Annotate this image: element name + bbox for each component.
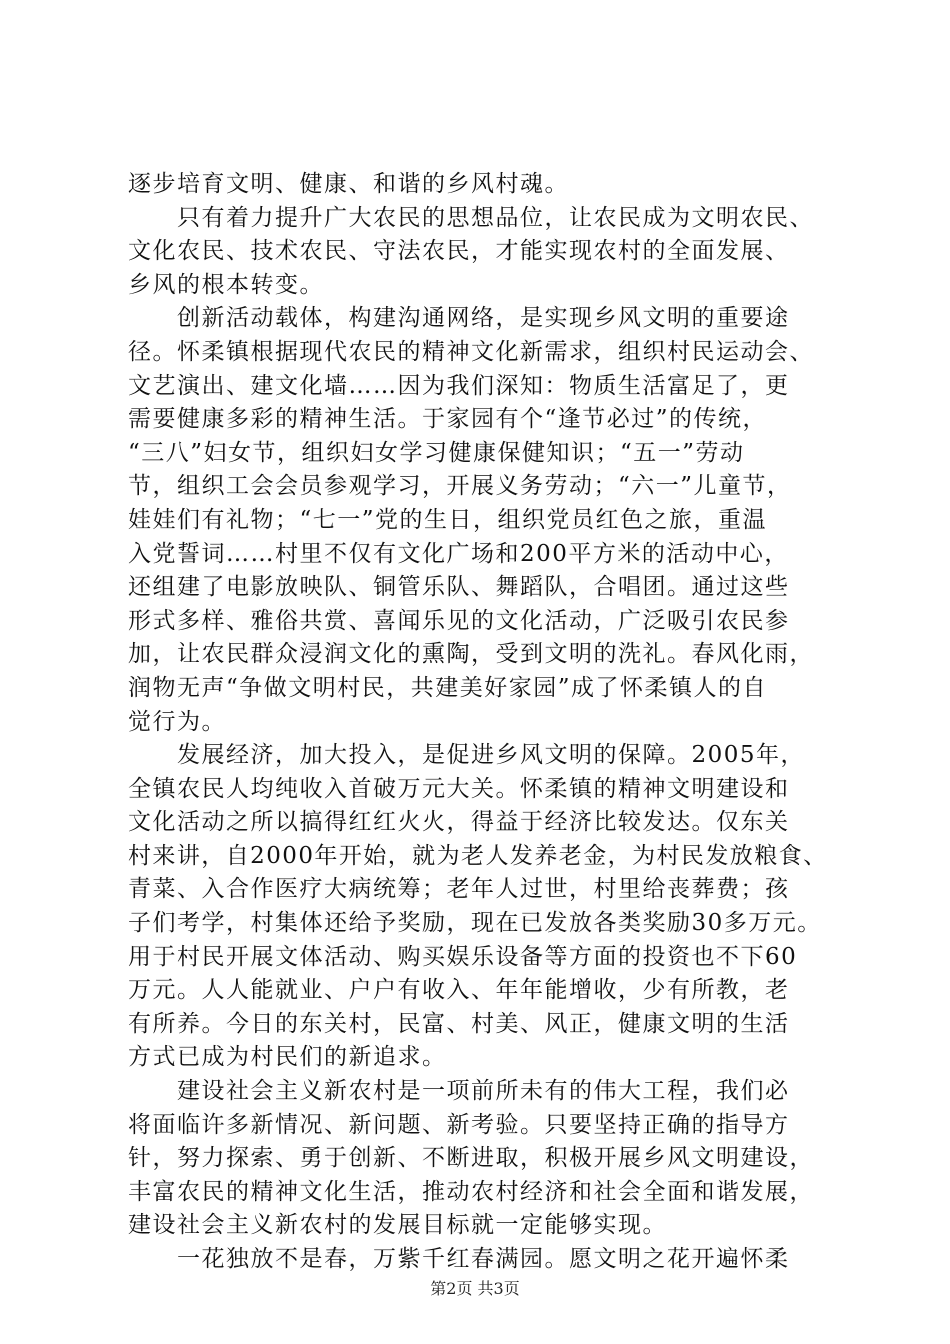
text-line: 一花独放不是春，万紫千红春满园。愿文明之花开遍怀柔 xyxy=(128,1246,790,1272)
text-line: 文化活动之所以搞得红红火火，得益于经济比较发达。仅东关 xyxy=(128,809,790,836)
body-text xyxy=(128,168,828,1277)
text-line: 建设社会主义新农村的发展目标就一定能够实现。 xyxy=(128,1212,667,1239)
text-line: 创新活动载体，构建沟通网络，是实现乡风文明的重要途 xyxy=(128,305,790,332)
text-line: 娃娃们有礼物；“七一”党的生日，组织党员红色之旅，重温 xyxy=(128,506,768,533)
text-line: 入党誓词……村里不仅有文化广场和200平方米的活动中心， xyxy=(128,540,789,567)
text-line: 针，努力探索、勇于创新、不断进取，积极开展乡风文明建设， xyxy=(128,1145,814,1172)
text-line: 觉行为。 xyxy=(128,708,226,735)
text-line: 丰富农民的精神文化生活，推动农村经济和社会全面和谐发展， xyxy=(128,1178,814,1205)
text-line: 全镇农民人均纯收入首破万元大关。怀柔镇的精神文明建设和 xyxy=(128,775,790,802)
text-line: 建设社会主义新农村是一项前所未有的伟大工程，我们必 xyxy=(128,1078,790,1105)
text-line: 方式已成为村民们的新追求。 xyxy=(128,1044,447,1071)
text-line: 用于村民开展文体活动、购买娱乐设备等方面的投资也不下60 xyxy=(128,943,798,970)
text-line: 子们考学，村集体还给予奖励，现在已发放各类奖励30多万元。 xyxy=(128,910,822,937)
text-line: 需要健康多彩的精神生活。于家园有个“逢节必过”的传统， xyxy=(128,406,768,433)
text-line: 逐步培育文明、健康、和谐的乡风村魂。 xyxy=(128,171,569,197)
text-line: 形式多样、雅俗共赏、喜闻乐见的文化活动，广泛吸引农民参 xyxy=(128,607,790,634)
text-line: 发展经济，加大投入，是促进乡风文明的保障。2005年， xyxy=(128,742,806,769)
text-line: 只有着力提升广大农民的思想品位，让农民成为文明农民、 xyxy=(128,204,814,231)
text-line: 青菜、入合作医疗大病统筹；老年人过世，村里给丧葬费；孩 xyxy=(128,876,790,903)
text-line: 还组建了电影放映队、铜管乐队、舞蹈队，合唱团。通过这些 xyxy=(128,574,790,601)
text-line: 节，组织工会会员参观学习，开展义务劳动；“六一”儿童节， xyxy=(128,473,792,500)
text-line: 将面临许多新情况、新问题、新考验。只要坚持正确的指导方 xyxy=(128,1111,790,1138)
text-line: 村来讲，自2000年开始，就为老人发养老金，为村民发放粮食、 xyxy=(128,842,828,869)
text-line: 径。怀柔镇根据现代农民的精神文化新需求，组织村民运动会、 xyxy=(128,338,814,365)
text-line: 加，让农民群众浸润文化的熏陶，受到文明的洗礼。春风化雨， xyxy=(128,641,814,668)
text-line: “三八”妇女节，组织妇女学习健康保健知识；“五一”劳动 xyxy=(128,439,745,466)
text-line: 润物无声“争做文明村民，共建美好家园”成了怀柔镇人的自 xyxy=(128,674,768,701)
text-line: 有所养。今日的东关村，民富、村美、风正，健康文明的生活 xyxy=(128,1010,790,1037)
text-line: 文艺演出、建文化墙……因为我们深知：物质生活富足了，更 xyxy=(128,372,790,399)
text-line: 乡风的根本转变。 xyxy=(128,271,324,298)
page-footer: 第2页 共3页 xyxy=(430,1279,520,1298)
text-line: 万元。人人能就业、户户有收入、年年能增收，少有所教，老 xyxy=(128,977,790,1004)
text-line: 文化农民、技术农民、守法农民，才能实现农村的全面发展、 xyxy=(128,238,790,265)
